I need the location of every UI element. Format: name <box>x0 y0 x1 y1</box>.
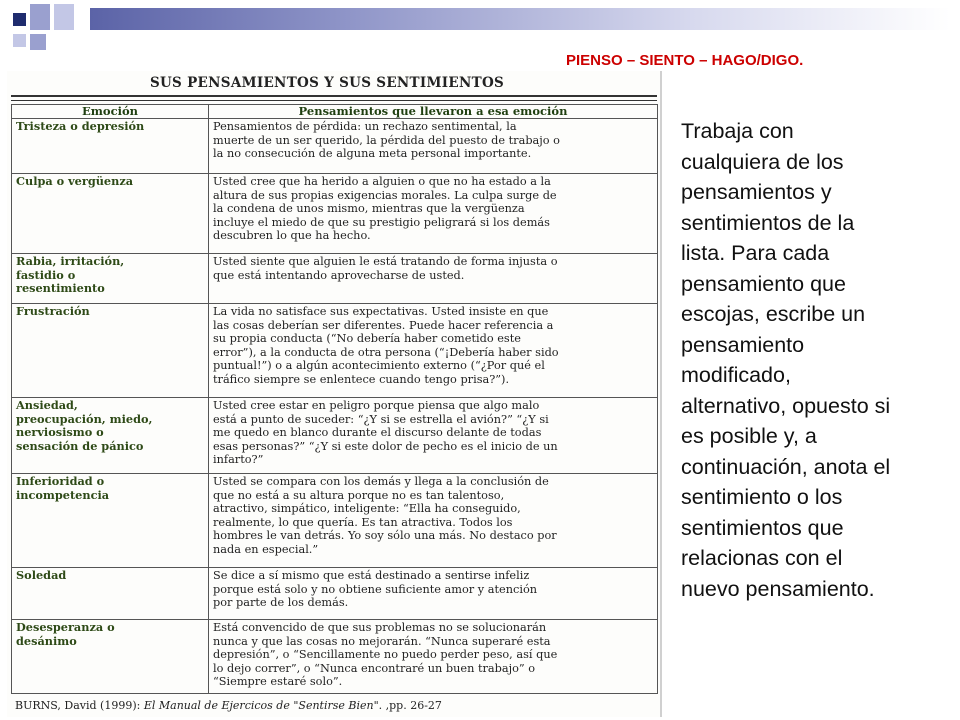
thought-line: infarto?” <box>213 453 264 466</box>
thoughts-cell <box>209 174 658 254</box>
thought-line: tráfico siempre se enlentece cuando tengo prisa?”). <box>213 372 510 386</box>
emotions-table <box>11 104 658 694</box>
thought-line: nunca y que las cosas no mejorarán. “Nunca superaré esta <box>213 634 551 648</box>
emotion-cell <box>12 568 209 620</box>
thought-line: realmente, lo que quería. Es tan atractiva. Todos los <box>213 515 513 529</box>
thought-line: La vida no satisface sus expectativas. Usted insiste en que <box>213 305 549 318</box>
instruction-line: continuación, anota el <box>681 454 891 479</box>
thought-line: por parte de los demás. <box>213 596 349 609</box>
table-body <box>12 119 658 694</box>
instruction-line: sentimientos de la <box>681 210 855 235</box>
instruction-line: nuevo pensamiento. <box>681 576 875 601</box>
header-gradient-bar <box>90 8 950 30</box>
slide-heading: PIENSO – SIENTO – HAGO/DIGO. <box>566 52 804 69</box>
thought-line: Usted cree estar en peligro porque piensa que algo malo <box>213 399 540 412</box>
thoughts-cell <box>209 304 658 398</box>
thought-line: muerte de un ser querido, la pérdida del puesto de trabajo o <box>213 133 560 147</box>
table-row <box>12 304 658 398</box>
emotion-cell <box>12 254 209 304</box>
emotion-line: Desesperanza o <box>16 620 115 634</box>
thought-line: error”), a la conducta de otra persona (“¡Debería haber sido <box>213 345 559 359</box>
table-row <box>12 398 658 474</box>
table-row <box>12 174 658 254</box>
instruction-line: sentimiento o los <box>681 485 843 509</box>
emotion-line: sensación de pánico <box>16 438 144 453</box>
instruction-line: pensamiento que <box>681 271 846 296</box>
thought-line: está a punto de suceder: “¿Y si se estrella el avión?” “¿Y si <box>213 412 549 426</box>
thoughts-cell <box>209 620 658 694</box>
citation-pages: . ,pp. 26-27 <box>378 699 442 712</box>
decor-square-lavender-small <box>30 34 46 50</box>
emotion-cell <box>12 620 209 694</box>
thought-line: su propia conducta (“No debería haber cometido este <box>213 332 521 345</box>
thought-line: Está convencido de que sus problemas no se solucionarán <box>213 621 547 634</box>
emotion-cell <box>12 119 209 174</box>
instruction-line: lista. Para cada <box>681 241 830 265</box>
header-emotion: Emoción <box>12 105 209 119</box>
thoughts-cell <box>209 568 658 620</box>
citation-author: BURNS, David (1999): <box>15 699 144 712</box>
emotion-cell <box>12 174 209 254</box>
instructions-text <box>681 116 956 604</box>
decor-square-light-small <box>13 34 26 47</box>
thought-line: “Siempre estaré solo”. <box>213 675 343 688</box>
thought-line: lo dejo correr”, o “Nunca encontraré un buen trabajo” o <box>213 661 536 675</box>
emotion-cell <box>12 304 209 398</box>
instruction-line: pensamiento <box>681 332 805 357</box>
decor-square-navy <box>13 13 26 26</box>
thought-line: Usted se compara con los demás y llega a la conclusión de <box>213 475 549 488</box>
instruction-line: modificado, <box>681 363 791 387</box>
emotion-line: Soledad <box>16 568 67 582</box>
thoughts-cell <box>209 474 658 568</box>
emotion-line: fastidio o <box>16 267 76 282</box>
emotion-line: Frustración <box>16 304 90 318</box>
thought-line: Se dice a sí mismo que está destinado a sentirse infeliz <box>213 569 530 582</box>
emotion-line: Culpa o vergüenza <box>16 174 134 188</box>
thought-line: la no consecución de alguna meta personal importante. <box>213 147 532 160</box>
emotion-line: Inferioridad o <box>16 474 105 488</box>
emotion-line: desánimo <box>16 633 77 648</box>
thought-line: las cosas deberían ser diferentes. Puede hacer referencia a <box>213 318 554 332</box>
thoughts-cell <box>209 398 658 474</box>
emotion-line: Rabia, irritación, <box>16 254 125 268</box>
decor-square-light <box>54 4 74 30</box>
thought-line: altura de sus propias exigencias morales. La culpa surge de <box>213 188 557 202</box>
instruction-line: Trabaja con <box>681 119 794 143</box>
table-title-rule <box>11 95 657 97</box>
instruction-line: escojas, escribe un <box>681 302 866 326</box>
table-row <box>12 474 658 568</box>
decor-square-lavender <box>30 4 50 30</box>
thought-line: hombres le van detrás. Yo soy sólo una más. No destaco por <box>213 529 557 542</box>
instruction-line: relacionas con el <box>681 546 843 570</box>
table-row <box>12 568 658 620</box>
thought-line: la condena de unos mismo, mientras que la vergüenza <box>213 202 525 215</box>
thought-line: me quedo en blanco durante el discurso delante de todas <box>213 426 542 439</box>
header-thoughts: Pensamientos que llevaron a esa emoción <box>209 105 658 119</box>
thought-line: atractivo, simpático, inteligente: “Ella ha conseguido, <box>213 502 521 515</box>
citation-title: El Manual de Ejercicos de "Sentirse Bien" <box>143 699 379 712</box>
thought-line: Usted siente que alguien le está tratando de forma injusta o <box>213 255 558 268</box>
thought-line: Pensamientos de pérdida: un rechazo sentimental, la <box>213 120 517 133</box>
table-title-rule-2 <box>11 100 657 101</box>
thought-line: Usted cree que ha herido a alguien o que no ha estado a la <box>213 175 551 188</box>
emotion-line: preocupación, miedo, <box>16 411 153 426</box>
table-citation <box>15 699 442 712</box>
thought-line: incluye el miedo de que su prestigio peligrará si los demás <box>213 215 550 229</box>
thought-line: que no está a su altura porque no es tan talentoso, <box>213 488 505 502</box>
instruction-line: cualquiera de los <box>681 149 844 174</box>
instruction-line: sentimientos que <box>681 515 844 540</box>
emotion-line: Tristeza o depresión <box>16 119 145 133</box>
thought-line: que está intentando aprovecharse de usted. <box>213 268 465 282</box>
table-title: SUS PENSAMIENTOS Y SUS SENTIMIENTOS <box>149 75 505 91</box>
thought-line: nada en especial.” <box>213 542 319 556</box>
thought-line: puntual!”) o a algún acontecimiento externo (“¿Por qué el <box>213 359 545 372</box>
thought-line: depresión”, o “Sencillamente no puedo perder peso, así que <box>213 648 558 661</box>
table-row <box>12 620 658 694</box>
instruction-line: pensamientos y <box>681 180 832 204</box>
emotions-table-image <box>7 71 662 717</box>
thought-line: descubren lo que ha hecho. <box>213 229 371 242</box>
thought-line: esas personas?” “¿Y si este dolor de pecho es el inicio de un <box>213 439 558 453</box>
thoughts-cell <box>209 119 658 174</box>
table-row <box>12 254 658 304</box>
instruction-line: es posible y, a <box>681 424 817 448</box>
thoughts-cell <box>209 254 658 304</box>
emotion-line: resentimiento <box>16 281 105 295</box>
instruction-line: alternativo, opuesto si <box>681 393 891 418</box>
thought-line: porque está solo y no obtiene suficiente amor y atención <box>213 582 538 596</box>
emotion-cell <box>12 474 209 568</box>
emotion-line: incompetencia <box>16 487 110 502</box>
table-row <box>12 119 658 174</box>
emotion-line: Ansiedad, <box>16 398 78 412</box>
emotion-line: nerviosismo o <box>16 425 104 439</box>
emotion-cell <box>12 398 209 474</box>
